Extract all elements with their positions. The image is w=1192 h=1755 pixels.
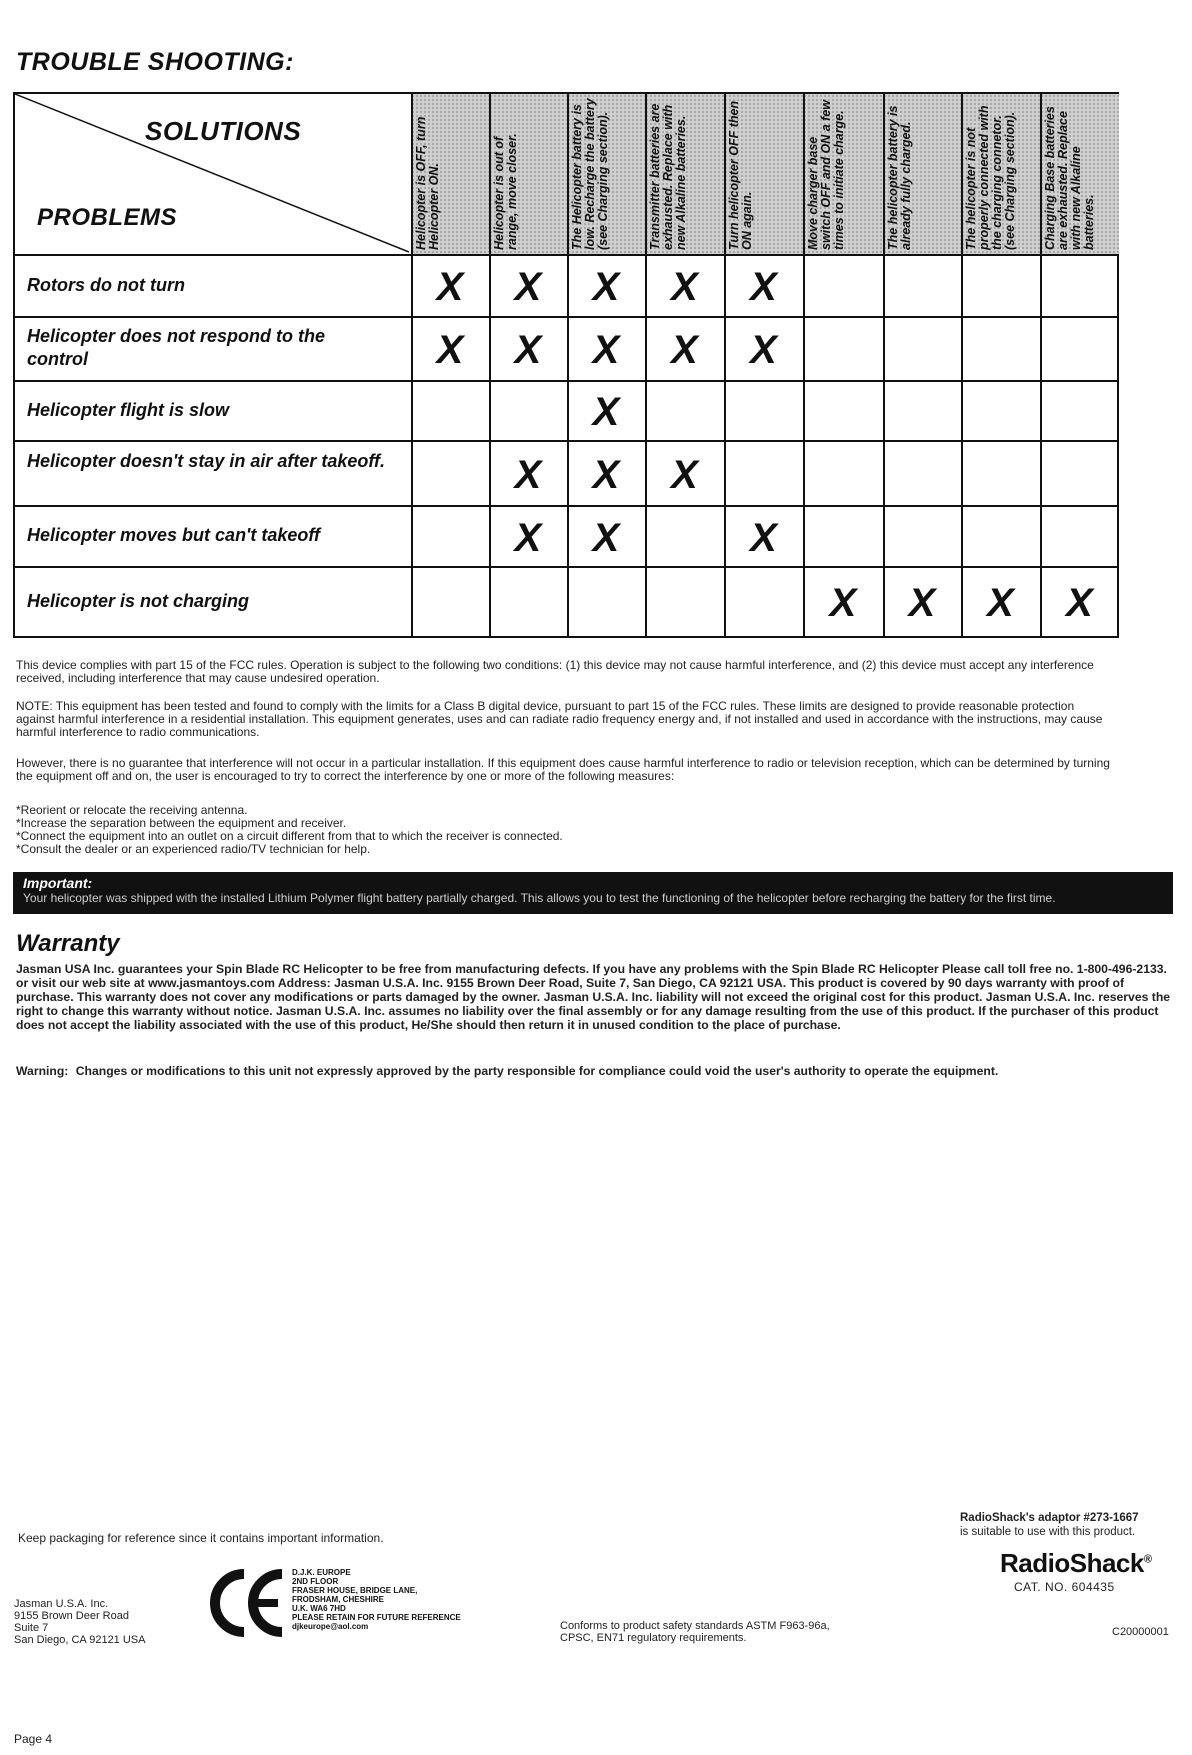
solution-header-cell: The Helicopter battery is low. Recharge the battery (see Charging section). (567, 94, 645, 254)
solution-mark: X (671, 328, 698, 372)
ce-mark (208, 1568, 286, 1638)
measure-item: *Connect the equipment into an outlet on a circuit different from that to which the receiver is connected. (16, 829, 563, 843)
troubleshooting-table (13, 92, 1119, 638)
solution-mark: X (750, 265, 777, 309)
adaptor-line-2: is suitable to use with this product. (960, 1526, 1136, 1538)
column-divider (883, 94, 885, 636)
warning-label: Warning: (16, 1064, 69, 1078)
row-divider (15, 380, 1117, 382)
solution-mark: X (750, 328, 777, 372)
solution-mark: X (750, 515, 777, 560)
measure-item: *Increase the separation between the equipment and receiver. (16, 816, 347, 830)
solution-mark: X (671, 265, 698, 309)
problem-label: Helicopter is not charging (27, 590, 250, 611)
problems-heading: PROBLEMS (37, 204, 178, 231)
solution-header-cell: Charging Base batteries are exhausted. Replace with new Alkaline batteries. (1040, 94, 1119, 254)
company-address: Jasman U.S.A. Inc. 9155 Brown Deer Road Suite 7 San Diego, CA 92121 USA (14, 1598, 146, 1646)
important-body: Your helicopter was shipped with the installed Lithium Polymer flight battery partially charged. This allows you to test the functioning of the helicopter before recharging the battery for the first time. (23, 891, 1056, 905)
fcc-measures-list (16, 804, 1116, 856)
problem-label: Helicopter flight is slow (27, 399, 230, 420)
warranty-heading: Warranty (16, 930, 120, 957)
adaptor-line-1: RadioShack's adaptor #273-1667 (960, 1512, 1139, 1524)
solution-mark: X (514, 515, 542, 560)
solution-header-cell: Helicopter is out of range, move closer. (489, 94, 567, 254)
document-code: C20000001 (1112, 1626, 1169, 1638)
eu-representative: D.J.K. EUROPE 2ND FLOOR FRASER HOUSE, BRIDGE LANE, FRODSHAM, CHESHIRE U.K. WA6 7HD PLEASE RETAIN FOR FUTURE REFERENCE djkeurope@aol.com (292, 1568, 461, 1631)
warning-text (16, 1064, 1181, 1078)
solution-mark: X (436, 328, 464, 372)
solution-mark: X (514, 328, 542, 372)
solution-mark: X (1066, 581, 1093, 625)
important-notice (13, 872, 1173, 914)
page-title: TROUBLE SHOOTING: (16, 48, 294, 76)
keep-packaging-note: Keep packaging for reference since it contains important information. (18, 1531, 384, 1545)
fcc-paragraph-1: This device complies with part 15 of the FCC rules. Operation is subject to the following two conditions: (1) this device may not cause harmful interference, and (2) this device must accept any interference received, including interference that may cause undesired operation. (16, 658, 1094, 685)
row-divider (15, 505, 1117, 507)
solution-mark: X (592, 515, 620, 560)
fcc-paragraph-3: However, there is no guarantee that interference will not occur in a particular installation. If this equipment does cause harmful interference to radio or television reception, which can be determined by turning the equipment off and on, the user is encouraged to try to correct the interference by one or more of the following measures: (16, 756, 1110, 783)
measure-item: *Consult the dealer or an experienced radio/TV technician for help. (16, 842, 371, 856)
solution-mark: X (908, 581, 936, 625)
problem-label: Rotors do not turn (27, 274, 185, 295)
solution-mark: X (514, 265, 542, 309)
column-divider (803, 94, 805, 636)
row-divider (15, 254, 1117, 256)
problem-label: Helicopter moves but can't takeoff (27, 525, 321, 545)
warning-body: Changes or modifications to this unit not expressly approved by the party responsible for compliance could void the user's authority to operate the equipment. (75, 1064, 999, 1078)
row-divider (15, 440, 1117, 442)
important-heading: Important: (23, 875, 93, 891)
page-number: Page 4 (14, 1732, 53, 1746)
problem-label: Helicopter does not respond to the control (27, 326, 326, 369)
solutions-heading: SOLUTIONS (145, 116, 302, 146)
column-divider (961, 94, 963, 636)
problem-label: Helicopter doesn't stay in air after takeoff. (27, 450, 386, 471)
measure-item: *Reorient or relocate the receiving antenna. (16, 803, 248, 817)
solution-header-cell: Transmitter batteries are exhausted. Replace with new Alkaline batteries. (645, 94, 724, 254)
solution-mark: X (592, 265, 620, 309)
radioshack-logo: RadioShack® (1000, 1548, 1152, 1578)
safety-conformance: Conforms to product safety standards ASTM F963-96a, CPSC, EN71 regulatory requirements. (560, 1620, 830, 1644)
solution-mark: X (829, 581, 857, 625)
column-divider (1040, 94, 1042, 636)
catalog-number: CAT. NO. 604435 (1014, 1580, 1115, 1594)
row-divider (15, 566, 1117, 568)
solution-mark: X (436, 265, 464, 309)
solution-mark: X (514, 452, 542, 497)
row-divider (15, 316, 1117, 318)
solution-header-cell: The helicopter battery is already fully charged. (883, 94, 961, 254)
solution-mark: X (671, 452, 698, 497)
fcc-paragraph-2: NOTE: This equipment has been tested and found to comply with the limits for a Class B digital device, pursuant to part 15 of the FCC rules. These limits are designed to provide reasonable protection against harmful interference in a residential installation. This equipment generates, uses and can radiate radio frequency energy and, if not installed and used in accordance with the instructions, may cause harmful interference to radio communications. (16, 699, 1103, 739)
solution-mark: X (987, 581, 1014, 625)
solution-header-cell: The helicopter is not properly connected with the charging connetor. (see Charging section). (961, 94, 1040, 254)
solution-mark: X (592, 452, 620, 497)
solution-header-cell: Turn helicopter OFF then ON again. (724, 94, 803, 254)
solution-mark: X (592, 390, 620, 434)
solution-mark: X (592, 328, 620, 372)
warranty-body: Jasman USA Inc. guarantees your Spin Blade RC Helicopter to be free from manufacturing defects. If you have any problems with the Spin Blade RC Helicopter Please call toll free no. 1-800-496-2133. or visit our web site at www.jasmantoys.com Address: Jasman U.S.A. Inc. 9155 Brown Deer Road, Suite 7, San Diego, CA 92121 USA. This product is covered by 90 days warranty with proof of purchase. This warranty does not cover any modifications or parts damaged by the owner. Jasman U.S.A. Inc. liability will not exceed the original cost for this product. Jasman U.S.A. Inc. reserves the right to change this warranty without notice. Jasman U.S.A. Inc. assumes no liability over the final assembly or for any damage resulting from the use of this product. If the purchaser of this product does not accept the liability associated with the use of this product, He/She should then return it in unused condition to the place of purchase. (16, 962, 1171, 1032)
solution-header-cell: Move charger base switch OFF and ON a few times to initiate charge. (803, 94, 883, 254)
solution-header-cell: Helicopter is OFF, turn Helicopter ON. (411, 94, 489, 254)
